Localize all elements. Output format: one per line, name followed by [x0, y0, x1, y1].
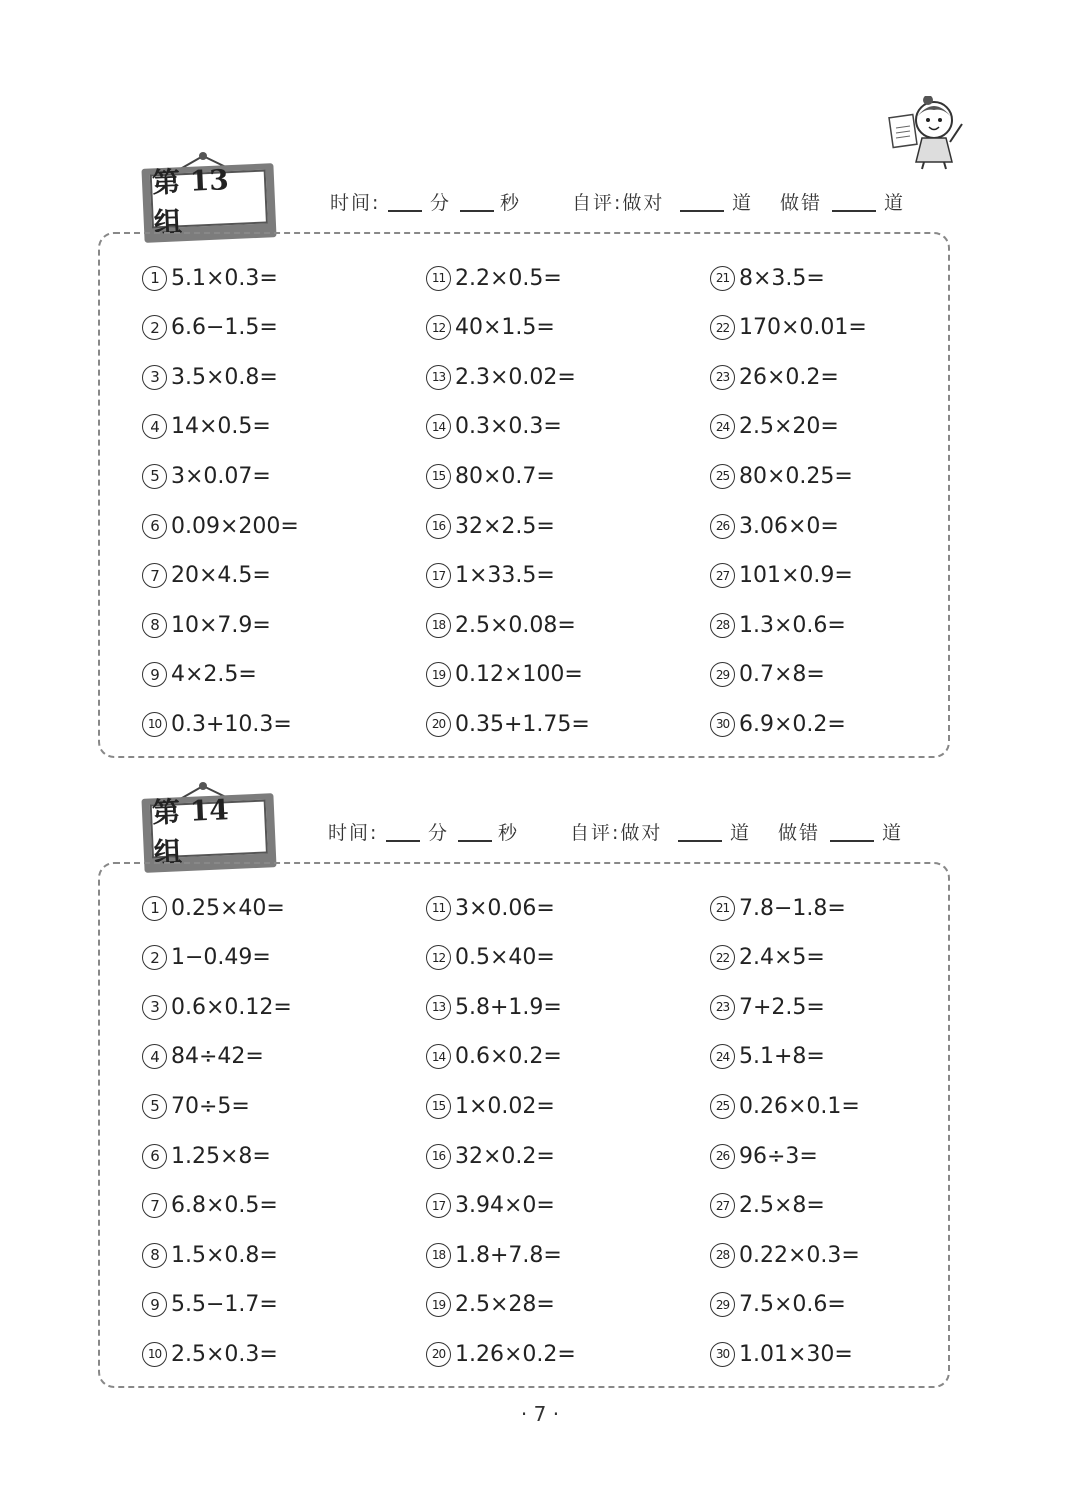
problem-expression: 2.4×5=	[739, 945, 825, 971]
problem-expression: 0.26×0.1=	[739, 1093, 860, 1119]
problem-number: 17	[426, 1193, 451, 1218]
problem-expression: 0.5×40=	[455, 945, 555, 971]
problem-number: 19	[426, 662, 451, 687]
problem-expression: 2.2×0.5=	[455, 265, 562, 291]
problem-number: 5	[142, 464, 167, 489]
problem-item	[426, 1139, 555, 1173]
problem-item	[710, 261, 825, 295]
problem-item	[710, 707, 846, 741]
problem-item	[710, 990, 825, 1024]
problem-number: 12	[426, 315, 451, 340]
problem-item	[426, 1089, 555, 1123]
problem-item	[142, 360, 278, 394]
problem-number: 22	[710, 315, 735, 340]
problem-item	[710, 1040, 825, 1074]
problem-expression: 101×0.9=	[739, 563, 853, 589]
problem-expression: 2.5×0.3=	[171, 1341, 278, 1367]
problem-number: 16	[426, 514, 451, 539]
problem-expression: 0.09×200=	[171, 513, 299, 539]
minutes-label: 分	[430, 192, 452, 214]
problem-number: 15	[426, 464, 451, 489]
problem-number: 6	[142, 1144, 167, 1169]
wrong-label: 做错	[778, 822, 821, 844]
problem-number: 23	[710, 995, 735, 1020]
correct-unit: 道	[730, 822, 752, 844]
problem-number: 25	[710, 464, 735, 489]
correct-blank[interactable]	[680, 210, 724, 212]
group-title: 第 13 组	[150, 169, 268, 228]
problem-expression: 7.8−1.8=	[739, 895, 846, 921]
problem-expression: 1×0.02=	[455, 1093, 555, 1119]
problem-expression: 1.8+7.8=	[455, 1242, 562, 1268]
problem-item	[142, 1040, 264, 1074]
problem-item	[142, 707, 292, 741]
problem-number: 4	[142, 414, 167, 439]
wrong-unit: 道	[884, 192, 906, 214]
problem-expression: 32×0.2=	[455, 1143, 555, 1169]
problem-item	[710, 360, 839, 394]
problem-item	[426, 658, 583, 692]
problem-expression: 2.5×8=	[739, 1193, 825, 1219]
problem-expression: 170×0.01=	[739, 315, 867, 341]
problem-item	[426, 559, 555, 593]
problem-item	[142, 891, 285, 925]
problem-item	[426, 1337, 576, 1371]
problem-item	[426, 891, 555, 925]
problem-number: 29	[710, 1292, 735, 1317]
problem-number: 8	[142, 1243, 167, 1268]
group-title: 第 14 组	[150, 799, 268, 858]
wrong-blank[interactable]	[830, 840, 874, 842]
minutes-blank[interactable]	[386, 840, 420, 842]
correct-unit: 道	[732, 192, 754, 214]
problem-expression: 0.3×0.3=	[455, 414, 562, 440]
problem-expression: 8×3.5=	[739, 265, 825, 291]
problem-item	[710, 410, 839, 444]
wrong-unit: 道	[882, 822, 904, 844]
time-eval-header	[328, 818, 918, 850]
problem-number: 18	[426, 613, 451, 638]
problem-expression: 3×0.06=	[455, 895, 555, 921]
problem-expression: 0.6×0.12=	[171, 994, 292, 1020]
problem-number: 6	[142, 514, 167, 539]
problem-number: 11	[426, 896, 451, 921]
problem-expression: 80×0.7=	[455, 463, 555, 489]
problem-expression: 70÷5=	[171, 1093, 250, 1119]
minutes-label: 分	[428, 822, 450, 844]
problem-item	[426, 311, 555, 345]
problem-item	[142, 608, 271, 642]
problem-number: 12	[426, 945, 451, 970]
problem-item	[142, 1139, 271, 1173]
problem-item	[710, 1189, 825, 1223]
problem-number: 10	[142, 1342, 167, 1367]
problem-item	[426, 1288, 555, 1322]
problem-number: 9	[142, 1292, 167, 1317]
problem-item	[142, 1089, 250, 1123]
page-number: · 7 ·	[520, 1402, 560, 1426]
problem-number: 29	[710, 662, 735, 687]
problem-item	[426, 360, 576, 394]
problem-expression: 2.5×28=	[455, 1292, 555, 1318]
problem-item	[710, 941, 825, 975]
problem-number: 14	[426, 414, 451, 439]
problem-expression: 6.9×0.2=	[739, 711, 846, 737]
problem-number: 16	[426, 1144, 451, 1169]
problem-number: 17	[426, 563, 451, 588]
problem-number: 18	[426, 1243, 451, 1268]
seconds-label: 秒	[498, 822, 520, 844]
problem-number: 30	[710, 712, 735, 737]
problem-number: 2	[142, 945, 167, 970]
minutes-blank[interactable]	[388, 210, 422, 212]
time-label: 时间:	[328, 822, 379, 844]
problem-expression: 0.7×8=	[739, 662, 825, 688]
problem-item	[710, 1238, 860, 1272]
problem-item	[142, 1288, 278, 1322]
problem-expression: 7+2.5=	[739, 994, 825, 1020]
problem-number: 2	[142, 315, 167, 340]
problem-number: 3	[142, 995, 167, 1020]
problem-number: 21	[710, 896, 735, 921]
problem-expression: 3.06×0=	[739, 513, 839, 539]
problem-item	[426, 509, 555, 543]
problem-expression: 2.5×20=	[739, 414, 839, 440]
problem-item	[142, 410, 271, 444]
problem-number: 10	[142, 712, 167, 737]
problem-item	[710, 1089, 860, 1123]
problem-number: 28	[710, 1243, 735, 1268]
problem-number: 20	[426, 712, 451, 737]
problem-expression: 0.25×40=	[171, 895, 285, 921]
problem-item	[426, 707, 590, 741]
problem-item	[142, 990, 292, 1024]
problem-expression: 0.6×0.2=	[455, 1044, 562, 1070]
problem-item	[426, 1040, 562, 1074]
problem-item	[710, 1337, 853, 1371]
wrong-label: 做错	[780, 192, 823, 214]
problem-number: 27	[710, 1193, 735, 1218]
problem-expression: 5.1+8=	[739, 1044, 825, 1070]
problem-expression: 2.5×0.08=	[455, 612, 576, 638]
problem-number: 7	[142, 563, 167, 588]
problem-item	[142, 658, 257, 692]
problem-item	[426, 459, 555, 493]
problem-expression: 3×0.07=	[171, 463, 271, 489]
problem-expression: 1−0.49=	[171, 945, 271, 971]
problem-item	[710, 658, 825, 692]
problem-expression: 14×0.5=	[171, 414, 271, 440]
problem-item	[426, 941, 555, 975]
problem-item	[426, 1238, 562, 1272]
problem-number: 13	[426, 995, 451, 1020]
problem-expression: 80×0.25=	[739, 463, 853, 489]
problem-item	[710, 459, 853, 493]
problem-expression: 1.25×8=	[171, 1143, 271, 1169]
problem-item	[710, 509, 839, 543]
girl-mascot-illustration	[888, 96, 968, 170]
problem-number: 14	[426, 1044, 451, 1069]
problem-number: 11	[426, 266, 451, 291]
problem-item	[710, 608, 846, 642]
seconds-label: 秒	[500, 192, 522, 214]
correct-blank[interactable]	[678, 840, 722, 842]
problem-item	[426, 410, 562, 444]
self-eval-label: 自评:做对	[572, 192, 665, 214]
problem-item	[426, 990, 562, 1024]
problem-item	[142, 941, 271, 975]
problem-expression: 26×0.2=	[739, 364, 839, 390]
problem-item	[710, 1288, 846, 1322]
time-label: 时间:	[330, 192, 381, 214]
problem-expression: 1×33.5=	[455, 563, 555, 589]
problem-item	[142, 311, 278, 345]
problem-item	[710, 891, 846, 925]
wrong-blank[interactable]	[832, 210, 876, 212]
self-eval-label: 自评:做对	[570, 822, 663, 844]
problem-number: 21	[710, 266, 735, 291]
problem-expression: 40×1.5=	[455, 315, 555, 341]
problem-expression: 84÷42=	[171, 1044, 264, 1070]
problem-expression: 0.3+10.3=	[171, 711, 292, 737]
problem-item	[710, 1139, 818, 1173]
problem-number: 9	[142, 662, 167, 687]
problem-number: 8	[142, 613, 167, 638]
problem-item	[142, 1337, 278, 1371]
problem-expression: 32×2.5=	[455, 513, 555, 539]
seconds-blank[interactable]	[458, 840, 492, 842]
problem-expression: 10×7.9=	[171, 612, 271, 638]
problem-expression: 4×2.5=	[171, 662, 257, 688]
problem-number: 20	[426, 1342, 451, 1367]
problem-expression: 1.3×0.6=	[739, 612, 846, 638]
problem-expression: 20×4.5=	[171, 563, 271, 589]
problem-number: 5	[142, 1094, 167, 1119]
problem-number: 23	[710, 365, 735, 390]
problem-number: 4	[142, 1044, 167, 1069]
problem-item	[142, 1189, 278, 1223]
problem-expression: 6.6−1.5=	[171, 315, 278, 341]
problem-expression: 0.35+1.75=	[455, 711, 590, 737]
problem-expression: 6.8×0.5=	[171, 1193, 278, 1219]
problem-number: 1	[142, 896, 167, 921]
problem-number: 13	[426, 365, 451, 390]
problem-expression: 0.22×0.3=	[739, 1242, 860, 1268]
problem-expression: 1.01×30=	[739, 1341, 853, 1367]
problem-number: 1	[142, 266, 167, 291]
problem-number: 3	[142, 365, 167, 390]
problem-number: 24	[710, 1044, 735, 1069]
problem-item	[142, 509, 299, 543]
seconds-blank[interactable]	[460, 210, 494, 212]
problem-item	[142, 459, 271, 493]
problem-expression: 5.5−1.7=	[171, 1292, 278, 1318]
problem-number: 19	[426, 1292, 451, 1317]
problem-number: 26	[710, 1144, 735, 1169]
problem-item	[142, 261, 278, 295]
problem-item	[710, 559, 853, 593]
problem-number: 7	[142, 1193, 167, 1218]
problem-number: 30	[710, 1342, 735, 1367]
time-eval-header	[330, 188, 920, 220]
problem-number: 25	[710, 1094, 735, 1119]
problem-expression: 5.1×0.3=	[171, 265, 278, 291]
problem-expression: 3.5×0.8=	[171, 364, 278, 390]
problem-expression: 5.8+1.9=	[455, 994, 562, 1020]
problem-item	[710, 311, 867, 345]
problem-expression: 3.94×0=	[455, 1193, 555, 1219]
problem-expression: 0.12×100=	[455, 662, 583, 688]
problem-item	[426, 608, 576, 642]
problem-item	[142, 1238, 278, 1272]
problem-number: 27	[710, 563, 735, 588]
problem-expression: 2.3×0.02=	[455, 364, 576, 390]
problem-item	[142, 559, 271, 593]
problem-item	[426, 261, 562, 295]
problem-item	[426, 1189, 555, 1223]
problem-expression: 7.5×0.6=	[739, 1292, 846, 1318]
problem-number: 26	[710, 514, 735, 539]
problem-expression: 96÷3=	[739, 1143, 818, 1169]
problem-number: 28	[710, 613, 735, 638]
problem-number: 22	[710, 945, 735, 970]
problem-expression: 1.5×0.8=	[171, 1242, 278, 1268]
problem-expression: 1.26×0.2=	[455, 1341, 576, 1367]
problem-number: 15	[426, 1094, 451, 1119]
problem-number: 24	[710, 414, 735, 439]
